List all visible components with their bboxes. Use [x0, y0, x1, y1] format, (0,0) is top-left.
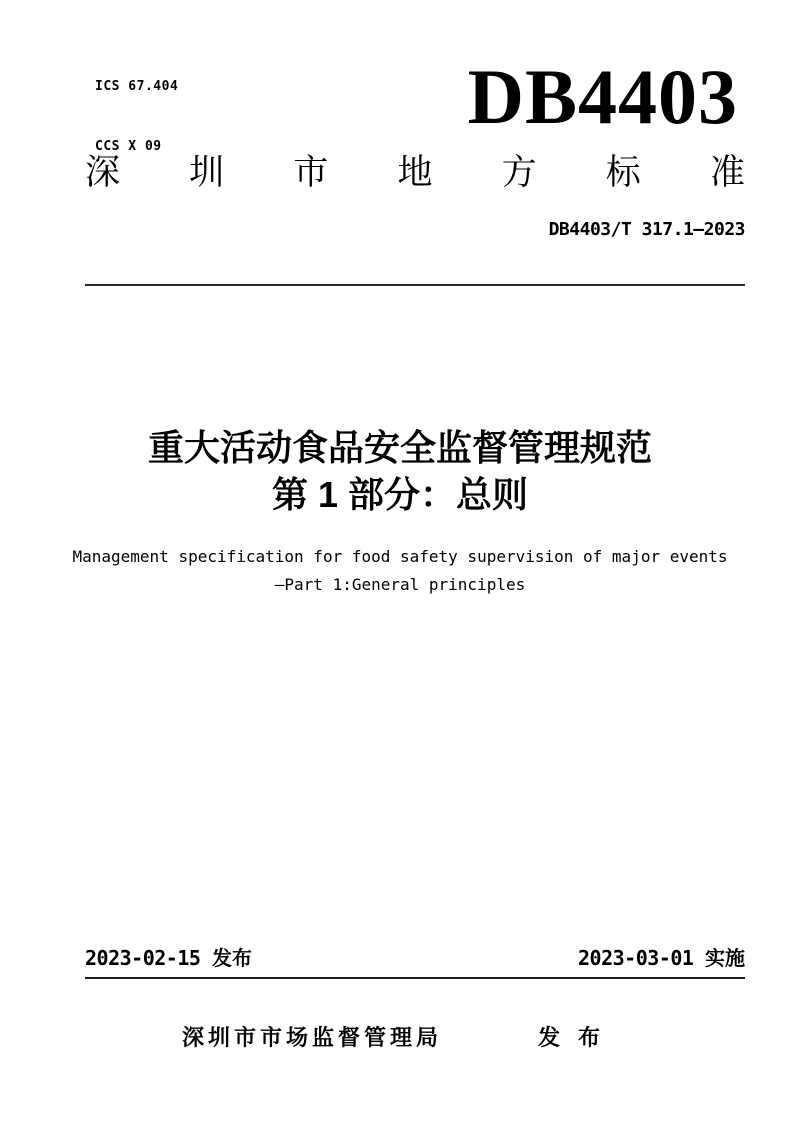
publish-label: 发布: [538, 1025, 619, 1050]
implementation-date: 2023-03-01: [578, 946, 694, 970]
implementation-date-group: [578, 946, 745, 971]
title-chinese: [0, 424, 800, 518]
standard-name-char: 圳: [189, 153, 225, 192]
title-line-2: 第 1 部分：总则: [271, 474, 529, 515]
title-line-1: 重大活动食品安全监督管理规范: [147, 427, 652, 468]
header-divider: [85, 284, 745, 286]
ics-code: ICS 67.404: [95, 79, 179, 94]
db-code-logo: DB4403: [467, 53, 738, 140]
issue-date: 2023-02-15: [85, 946, 201, 970]
publisher-name: 深圳市市场监督管理局: [181, 1025, 442, 1050]
standard-name-char: 准: [709, 153, 745, 192]
standard-name-char: 深: [85, 153, 121, 192]
standard-name-char: 市: [293, 153, 329, 192]
standard-name: [85, 153, 745, 193]
issue-date-group: [85, 946, 252, 971]
title-english-line-2: —Part 1:General principles: [274, 575, 526, 594]
title-english-line-1: Management specification for food safety supervision of major events: [72, 547, 728, 566]
standard-name-char: 地: [397, 153, 433, 192]
publisher-row: [0, 1023, 800, 1053]
implementation-date-label: 实施: [705, 948, 745, 970]
standard-name-char: 方: [501, 153, 537, 192]
issue-date-label: 发布: [211, 948, 252, 970]
dates-row: [85, 946, 745, 979]
title-english: [0, 543, 800, 599]
standard-name-char: 标: [605, 153, 641, 192]
document-number: DB4403/T 317.1—2023: [548, 219, 745, 240]
ccs-code: CCS X 09: [95, 139, 162, 154]
